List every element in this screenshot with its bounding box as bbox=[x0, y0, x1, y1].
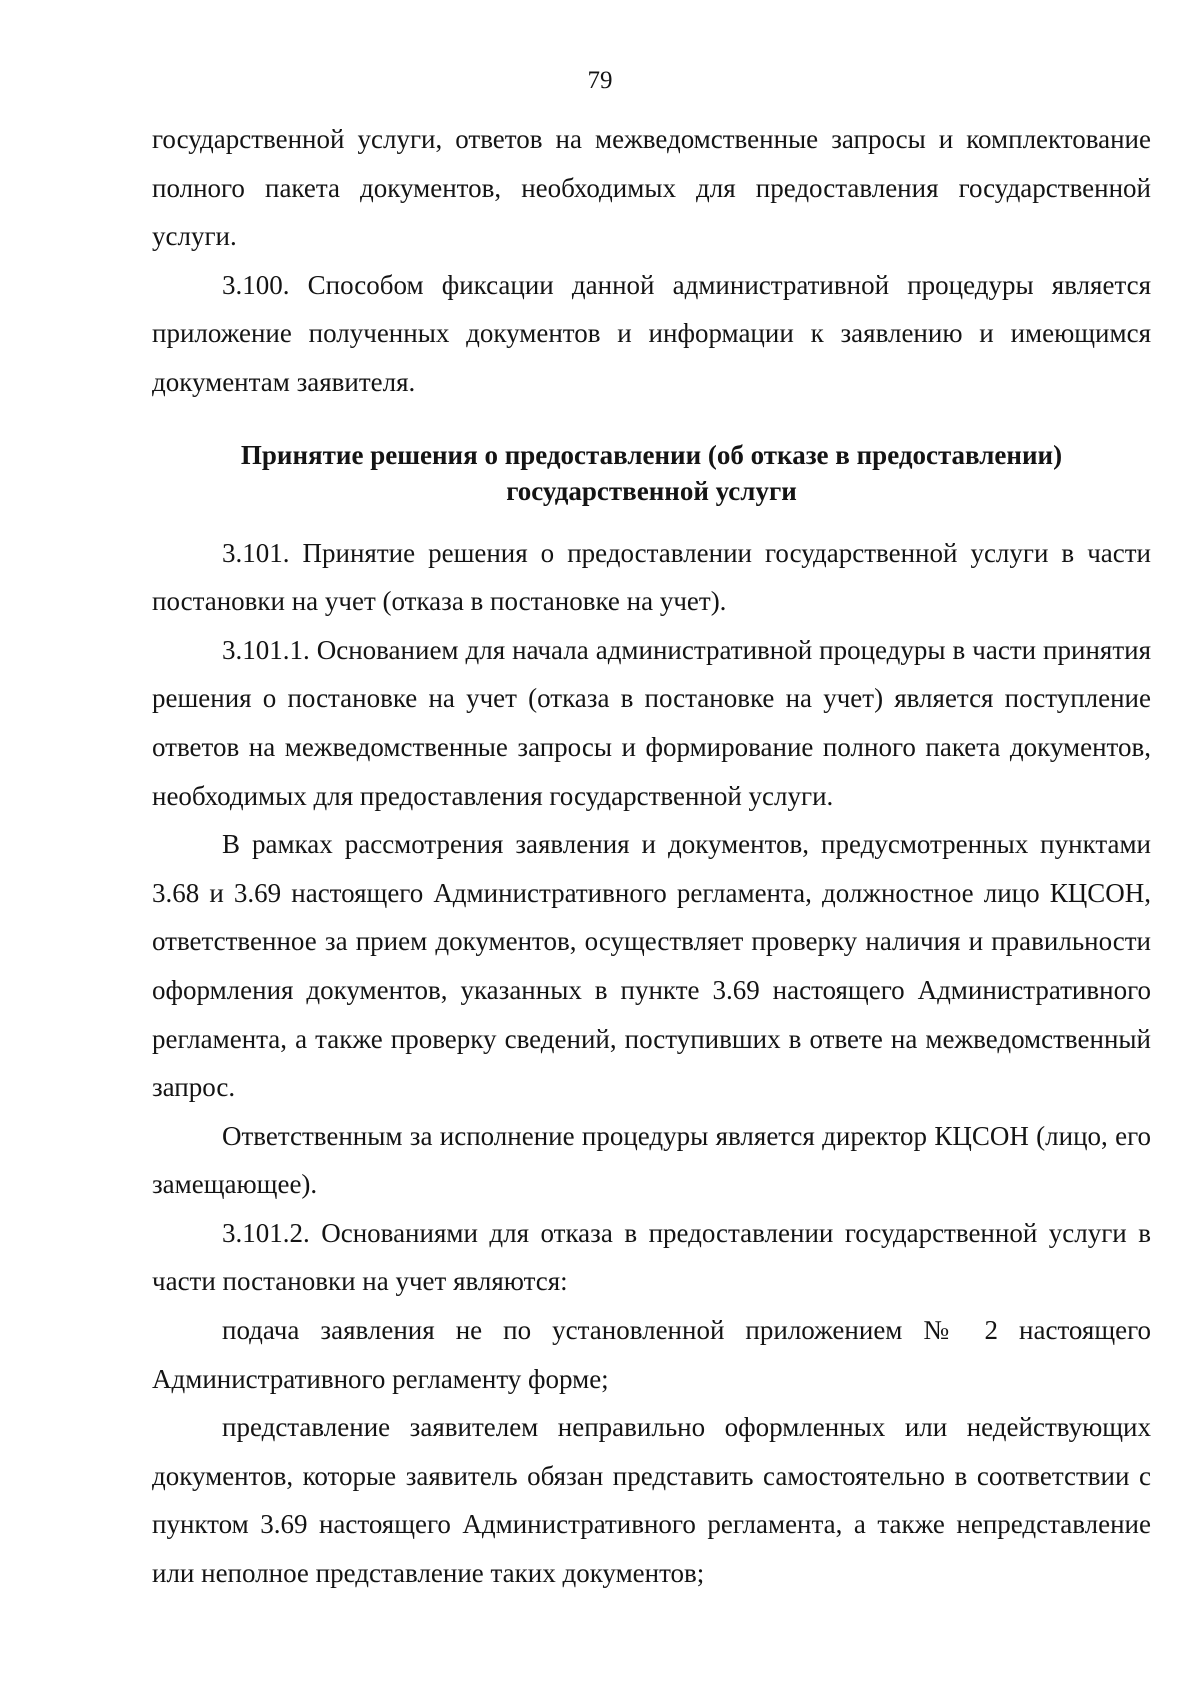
list-item-application-form: подача заявления не по установленной приложением № 2 настоящего Административного регламенту форме; bbox=[152, 1315, 1151, 1394]
paragraph-3-100: 3.100. Способом фиксации данной административной процедуры является приложение полученных документов и информации к заявлению и имеющимся документам заявителя. bbox=[152, 269, 1151, 397]
page-number: 79 bbox=[587, 67, 613, 94]
paragraph-responsible: Ответственным за исполнение процедуры является директор КЦСОН (лицо, его замещающее). bbox=[152, 1120, 1151, 1200]
section-heading-line-2: государственной услуги bbox=[506, 475, 797, 506]
document-body bbox=[152, 115, 1151, 1598]
paragraph-3-101: 3.101. Принятие решения о предоставлении государственной услуги в части постановки на учет (отказа в постановке на учет). bbox=[152, 537, 1151, 617]
paragraph-3-101-1: 3.101.1. Основанием для начала административной процедуры в части принятия решения о постановке на учет (отказа в постановке на учет) является поступление ответов на межведомственные запросы и формирование полного пакета документов, необходимых для предоставления государственной услуги. bbox=[152, 634, 1151, 811]
list-item-invalid-documents: представление заявителем неправильно оформленных или недействующих документов, которые заявитель обязан представить самостоятельно в соответствии с пунктом 3.69 настоящего Административного регламента, а также непредставление или неполное представление таких документов; bbox=[152, 1412, 1151, 1589]
paragraph-3-101-2: 3.101.2. Основаниями для отказа в предоставлении государственной услуги в части постановки на учет являются: bbox=[152, 1217, 1151, 1297]
paragraph-review: В рамках рассмотрения заявления и документов, предусмотренных пунктами 3.68 и 3.69 настоящего Административного регламента, должностное лицо КЦСОН, ответственное за прием документов, осуществляет проверку наличия и правильности оформления документов, указанных в пункте 3.69 настоящего Административного регламента, а также проверку сведений, поступивших в ответе на межведомственный запрос. bbox=[152, 829, 1151, 1103]
paragraph-continuation: государственной услуги, ответов на межведомственные запросы и комплектование полного пакета документов, необходимых для предоставления государственной услуги. bbox=[152, 124, 1151, 252]
section-heading-line-1: Принятие решения о предоставлении (об отказе в предоставлении) bbox=[240, 439, 1063, 470]
section-heading bbox=[152, 437, 1151, 509]
